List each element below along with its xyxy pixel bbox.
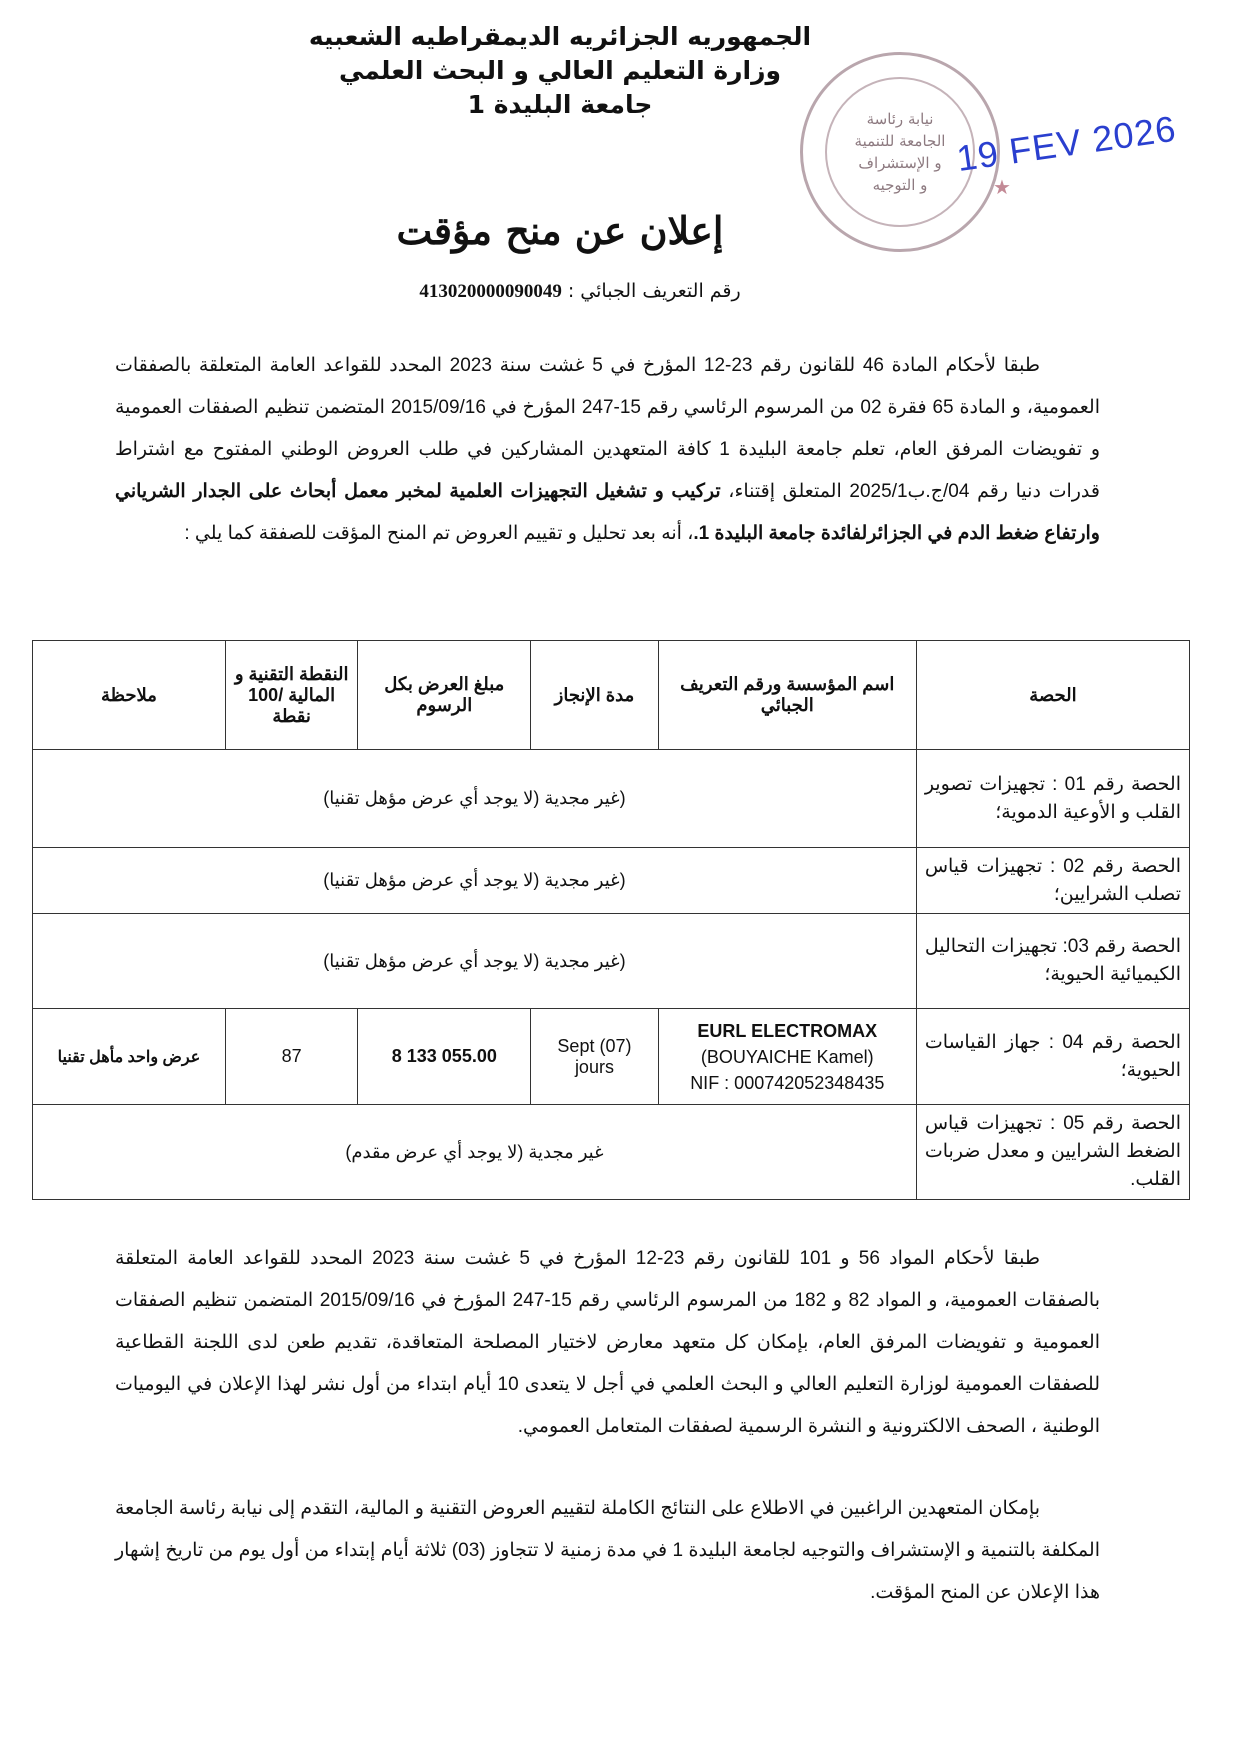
status-cell: (غير مجدية (لا يوجد أي عرض مؤهل تقنيا) <box>33 914 917 1009</box>
tax-id-label: رقم التعريف الجبائي : <box>567 280 741 302</box>
score-cell: 87 <box>225 1009 358 1105</box>
star-icon: ★ <box>993 175 1011 199</box>
results-paragraph: بإمكان المتعهدين الراغبين في الاطلاع على النتائج الكاملة لتقييم العروض التقنية و المالية، التقدم إلى نيابة رئاسة الجامعة المكلفة بالتنمية و الإستشراف والتوجيه لجامعة البليدة 1 في مدة زمنية لا تتجاوز (03) ثلاثة أيام إبتداء من أول يوم من تاريخ إشهار هذا الإعلان عن المنح المؤقت. <box>115 1498 1100 1603</box>
date-stamp: 19 FEV 2026 <box>954 107 1179 180</box>
company-name: EURL ELECTROMAX <box>697 1020 878 1041</box>
seal-inner-text: نيابة رئاسة الجامعة للتنمية و الإستشراف و التوجيه <box>825 77 975 227</box>
status-cell: (غير مجدية (لا يوجد أي عرض مؤهل تقنيا) <box>33 750 917 848</box>
lot-cell: الحصة رقم 01 : تجهيزات تصوير القلب و الأوعية الدموية؛ <box>916 750 1189 848</box>
col-company: اسم المؤسسة ورقم التعريف الجبائي <box>658 641 916 750</box>
republic-name: الجمهوريه الجزائريه الديمقراطيه الشعبيه <box>308 22 812 51</box>
tax-id-value: 413020000090049 <box>419 281 562 302</box>
document-letterhead <box>300 20 820 122</box>
table-row <box>33 1009 1190 1105</box>
col-amount: مبلغ العرض بكل الرسوم <box>358 641 531 750</box>
tax-id-line <box>380 280 780 303</box>
amount-cell: 8 133 055.00 <box>358 1009 531 1105</box>
col-score: النقطة التقنية و المالية /100 نقطة <box>225 641 358 750</box>
appeal-paragraph: طبقا لأحكام المواد 56 و 101 للقانون رقم 23-12 المؤرخ في 5 غشت سنة 2023 المحدد للقواعد العامة المتعلقة بالصفقات العمومية، و المواد 82 و 182 من المرسوم الرئاسي رقم 15-247 المؤرخ في 2015/09/16 المتضمن تنظيم الصفقات العمومية و تفويضات المرفق العام، بإمكان كل متعهد معارض لاختيار المصلحة المتعاقدة، تقديم طعن لدى اللجنة القطاعية للصفقات العمومية لوزارة التعليم العالي و البحث العلمي في أجل لا يتعدى 10 أيام ابتداء من أول نشر لهذا الإعلان في اليوميات الوطنية ، الصحف الالكترونية و النشرة الرسمية لصفقات المتعامل العمومي. <box>115 1248 1100 1437</box>
status-cell: (غير مجدية (لا يوجد أي عرض مؤهل تقنيا) <box>33 848 917 914</box>
col-lot: الحصة <box>916 641 1189 750</box>
duration-cell: Sept (07) jours <box>531 1009 659 1105</box>
table-row <box>33 848 1190 914</box>
project-subject: تركيب و تشغيل التجهيزات العلمية لمخبر معمل أبحاث على الجدار الشرياني وارتفاع ضغط الدم في الجزائرلفائدة جامعة البليدة 1. <box>115 481 1100 544</box>
table-row <box>33 1105 1190 1200</box>
page-title: إعلان عن منح مؤقت <box>396 208 724 253</box>
remark-cell: عرض واحد مأهل تقنيا <box>33 1009 226 1105</box>
col-remark: ملاحظة <box>33 641 226 750</box>
intro-paragraph: طبقا لأحكام المادة 46 للقانون رقم 23-12 المؤرخ في 5 غشت سنة 2023 المحدد للقواعد العامة المتعلقة بالصفقات العمومية، و المادة 65 فقرة 02 من المرسوم الرئاسي رقم 15-247 المؤرخ في 2015/09/16 المتضمن تنظيم الصفقات العمومية و تفويضات المرفق العام، تعلم جامعة البليدة 1 كافة المتعهدين المشاركين في طلب العروض الوطني المفتوح مع اشتراط قدرات دنيا رقم 04/ج.ب2025/1 المتعلق إقتناء، تركيب و تشغيل التجهيزات العلمية لمخبر معمل أبحاث على الجدار الشرياني وارتفاع ضغط الدم في الجزائرلفائدة جامعة البليدة 1.، أنه بعد تحليل و تقييم العروض تم المنح المؤقت للصفقة كما يلي : <box>115 355 1100 544</box>
lot-cell: الحصة رقم 04 : جهاز القياسات الحيوية؛ <box>916 1009 1189 1105</box>
lot-cell: الحصة رقم 02 : تجهيزات قياس تصلب الشرايين؛ <box>916 848 1189 914</box>
university-name: جامعة البليدة 1 <box>467 90 653 119</box>
table-row <box>33 750 1190 848</box>
company-cell <box>658 1009 916 1105</box>
company-nif: NIF : 000742052348435 <box>690 1072 885 1093</box>
status-cell: غير مجدية (لا يوجد أي عرض مقدم) <box>33 1105 917 1200</box>
provisional-award-table <box>32 640 1190 1200</box>
company-owner: (BOUYAICHE Kamel) <box>700 1046 874 1067</box>
lot-cell: الحصة رقم 05 : تجهيزات قياس الضغط الشرايين و معدل ضربات القلب. <box>916 1105 1189 1200</box>
table-header-row <box>33 641 1190 750</box>
lot-cell: الحصة رقم 03: تجهيزات التحاليل الكيميائية الحيوية؛ <box>916 914 1189 1009</box>
col-duration: مدة الإنجاز <box>531 641 659 750</box>
table-row <box>33 914 1190 1009</box>
ministry-name: وزارة التعليم العالي و البحث العلمي <box>338 56 782 85</box>
